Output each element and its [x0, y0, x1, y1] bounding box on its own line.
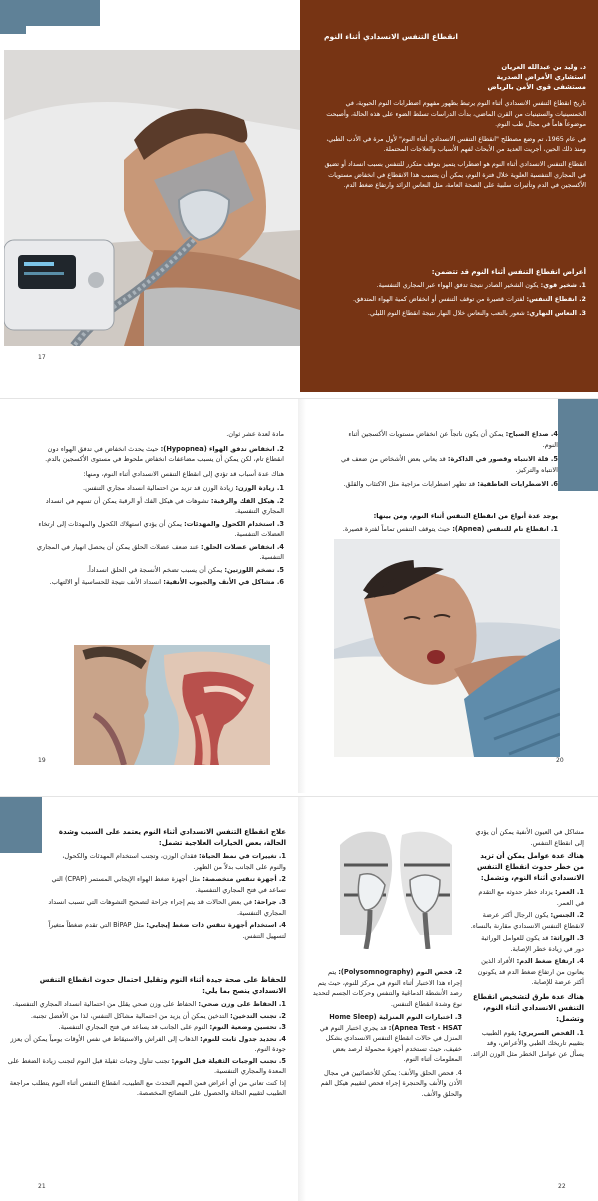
- cause-item: 3. استخدام الكحول والمهدئات: يمكن أن يؤدي استهلاك الكحول والمهدئات إلى ارتخاء العضلات التنفسية.: [38, 519, 284, 538]
- diagnosis-item: 4. فحص الحلق والأنف: يمكن للأخصائيين في مجال الأذن والأنف والحنجرة إجراء فحص لتقييم هيكل الفم والحلق والأنف.: [320, 1068, 462, 1098]
- cause-item: 6. مشاكل في الأنف والجيوب الأنفية: انسداد الأنف نتيجة للحساسية أو الالتهاب.: [49, 578, 284, 586]
- intro-paragraph-1: تاريخ انقطاع التنفس الانسدادي أثناء النوم يرتبط بظهور مفهوم اضطرابات النوم الحيوية، في الخمسينيات والستينيات من القرن الماضي، بدأت الدراسات تسلط الضوء على هذه الحالة، وأصبحت موضوعاً هاماً في مجال طب النوم.: [326, 99, 586, 129]
- risk-heading: هناك عدة عوامل يمكن أن تزيد من خطر حدوث انقطاع التنفس الانسدادي أثناء النوم، وتشمل:: [476, 852, 584, 882]
- page-19: [0, 399, 298, 793]
- risk-factors-column: [470, 827, 584, 1059]
- page-number: 20: [556, 757, 564, 764]
- advice-item: 2. تجنب التدخين: التدخين يمكن أن يزيد من احتمالية مشاكل التنفس، لذا من الأفضل تجنبه.: [30, 1011, 286, 1020]
- page-21: [0, 797, 298, 1201]
- advice-item: 1. الحفاظ على وزن صحي: الحفاظ على وزن صحي يقلل من احتمالية انسداد المجاري التنفسية.: [12, 1000, 286, 1008]
- cause-item: 1. زيادة الوزن: زيادة الوزن قد تزيد من احتمالية انسداد مجاري التنفس.: [83, 484, 284, 492]
- symptom-item: 5. قلة الانتباه وقصور في الذاكرة: قد يعاني بعض الأشخاص من ضعف في الانتباه والتركيز.: [341, 455, 558, 474]
- causes-text: [34, 429, 284, 588]
- risk-item: 1. العمر: يزداد خطر حدوثه مع التقدم في العمر.: [478, 888, 584, 907]
- types-heading: يوجد عدة أنواع من انقطاع التنفس أثناء النوم، ومن بينها:: [373, 512, 558, 520]
- advice-item: 5. تجنب الوجبات الثقيلة قبل النوم: تجنب تناول وجبات ثقيلة قبل النوم لتجنب زيادة الضغط على المعدة والمجاري التنفسية.: [7, 1056, 286, 1075]
- intro-paragraph-3: انقطاع التنفس الانسدادي أثناء النوم هو اضطراب يتميز بتوقف متكرر للتنفس بسبب انسداد أو تضيق في المجاري التنفسية العلوية خلال فترة النوم، يمكن أن يتسبب هذا الانقطاع في انخفاض مستويات الأكسجين في الدم وتأثيرات سلبية على الصحة العامة، مثل النعاس الزائد وارتفاع ضغط الدم.: [324, 159, 586, 190]
- cause-item: 4. انخفاض عضلات الحلق: عند ضعف عضلات الحلق يمكن أن يحصل انهيار في المجاري التنفسية.: [36, 542, 284, 561]
- author-role: استشاري الأمراض الصدرية: [496, 73, 586, 81]
- page-number: 17: [38, 354, 46, 361]
- advice-text: [6, 975, 286, 1099]
- types-text: [300, 511, 558, 534]
- symptom-item: 1. شخير قوي: يكون الشخير الصادر نتيجة تدفق الهواء عبر المجاري التنفسية.: [376, 281, 586, 289]
- advice-item: 4. تحديد جدول ثابت للنوم: الذهاب إلى الفراش والاستيقاظ في نفس الأوقات يومياً يمكن أن يعزز جودة النوم.: [10, 1034, 286, 1053]
- page-number: 21: [38, 1183, 46, 1190]
- symptoms-heading: أعراض انقطاع التنفس أثناء النوم قد تتضمن:: [431, 268, 586, 276]
- diagnosis-item: 2. فحص النوم (Polysomnography): يتم إجراء هذا الاختبار أثناء النوم في مركز للنوم، حيث يتم رصد الأنشطة الدماغية والتنفس وحركات الجسم لتحديد نوع وشدة انقطاع التنفس.: [312, 968, 462, 1008]
- type-item: 1. انقطاع تام للتنفس (Apnea): حيث يتوقف التنفس تماماً لفترة قصيرة.: [342, 524, 558, 533]
- airway-anatomy-image: [74, 645, 270, 765]
- paragraph: مشاكل في العيون الأنفية يمكن أن يؤدي إلى انقطاع التنفس.: [475, 828, 584, 847]
- spread-2: [0, 398, 598, 793]
- risk-item: 4. ارتفاع ضغط الدم: الأفراد الذين يعانون من ارتفاع ضغط الدم قد يكونون أكثر عرضة للإصابة.: [477, 957, 584, 986]
- cause-item: 2. هيكل الفك والرقبة: تشوهات في هيكل الفك أو الرقبة يمكن أن تسهم في انسداد المجاري التنفسية.: [45, 496, 284, 515]
- cpap-sleeping-man-image: [4, 50, 300, 346]
- intro-text: [316, 98, 586, 191]
- treatment-item: 2. أجهزة تنفس متخصصة: مثل أجهزة ضغط الهواء الإيجابي المستمر (CPAP) التي تساعد في فتح المجاري التنفسية.: [51, 875, 286, 894]
- diagnosis-heading: هناك عدة طرق لتشخيص انقطاع التنفس الانسدادي أثناء النوم، وتشمل:: [472, 992, 584, 1023]
- treatment-item: 3. جراحة: في بعض الحالات قد يتم إجراء جراحة لتصحيح التشوهات التي تسبب انسداد المجاري التنفسية.: [48, 898, 286, 917]
- risk-item: 3. الوراثة: قد يكون للعوامل الوراثية دور في زيادة خطر الإصابة.: [481, 934, 584, 953]
- paragraph: مادة لعدة عشر ثوان.: [226, 430, 284, 438]
- intro-paragraph-2: في عام 1965، تم وضع مصطلح "انقطاع التنفس الانسدادي أثناء النوم" لأول مرة في الأدب الطبي، ومنذ ذلك الحين، أجريت العديد من الأبحاث لفهم الأسباب والعلاجات المحتملة.: [326, 134, 586, 154]
- page-20: [300, 399, 598, 793]
- page-22: [300, 797, 598, 1201]
- page-18-brown: [300, 0, 598, 392]
- diagnosis-item: 3. اختبارات النوم المنزلية (Home Sleep Apnea Test - HSAT): قد يجري اختبار النوم في المنزل في حالات انقطاع التنفس الانسدادي بشكل خفيف، حيث تستخدم أجهزة محمولة لرصد بعض المعلومات أثناء النوم.: [319, 1013, 462, 1063]
- paragraph: هناك عدة أسباب قد تؤدي إلى انقطاع التنفس الانسدادي أثناء النوم، ومنها:: [83, 469, 284, 478]
- symptoms-continued: [338, 429, 558, 490]
- article-title: انقطاع التنفس الانسدادي أثناء النوم: [324, 32, 458, 41]
- treatment-item: 4. استخدام أجهزة تنفس ذات ضغط إيجابي: مثل BiPAP التي تقدم ضغطاً متغيراً لتسهيل التنفس.: [48, 921, 286, 940]
- advice-item: 3. تحسين وضعية النوم: النوم على الجانب قد يساعد في فتح المجاري التنفسية.: [58, 1023, 286, 1031]
- snoring-man-image: [334, 539, 560, 757]
- symptom-item: 2. انقطاع التنفس: لفترات قصيرة من توقف التنفس أو انخفاض كمية الهواء المتدفق.: [352, 295, 586, 303]
- cpap-masks-image: [330, 825, 462, 949]
- author-name: د. وليد بن عبدالله العريان: [501, 63, 586, 71]
- page-number: 22: [558, 1183, 566, 1190]
- diagnosis-item: 1. الفحص السريري: يقوم الطبيب بتقييم تاريخك الطبي والأعراض، وقد يسأل عن عوامل الخطر مثل الوزن الزائد.: [470, 1028, 584, 1058]
- symptom-item: 6. الاضطرابات العاطفية: قد تظهر اضطرابات مزاجية مثل الاكتئاب والقلق.: [343, 480, 558, 488]
- treatment-text: [46, 827, 286, 941]
- spread-1: [0, 0, 598, 392]
- risk-item: 2. الجنس: يكون الرجال أكثر عرضة لانقطاع التنفس الانسدادي مقارنة بالنساء.: [470, 911, 584, 930]
- treatment-item: 1. تغييرات في نمط الحياة: فقدان الوزن، وتجنب استخدام المهدئات والكحول، والنوم على الجانب بدلاً من الظهر.: [62, 852, 286, 871]
- paragraph: 2. انخفاض تدفق الهواء (Hypopnea): حيث يحدث انخفاض في تدفق الهواء دون انقطاع تام، لكن يمكن أن يسبب مضاعفات انخفاض ملحوظ في مستوى الأكسجين بالدم.: [45, 444, 284, 463]
- symptoms-list: [316, 280, 586, 319]
- page-17: [0, 0, 300, 392]
- treatment-heading: علاج انقطاع التنفس الانسدادي أثناء النوم يعتمد على السبب وشدة الحالة، بعض الخيارات العلاجية تشمل:: [58, 828, 286, 847]
- spread-3: [0, 796, 598, 1201]
- symptom-item: 4. صداع الصباح: يمكن أن يكون ناتجاً عن انخفاض مستويات الأكسجين أثناء النوم.: [348, 430, 558, 449]
- advice-heading: للحفاظ على صحة جيدة أثناء النوم وتقليل احتمال حدوث انقطاع التنفس الانسدادي ينصح بما يلي:: [39, 976, 286, 995]
- page-number: 19: [38, 757, 46, 764]
- author-hospital: مستشفى قوى الأمن بالرياض: [487, 83, 586, 91]
- author-block: [406, 62, 586, 92]
- advice-closing: إذا كنت تعاني من أي أعراض فمن المهم التحدث مع الطبيب، انقطاع التنفس أثناء النوم يتطلب مراجعة الطبيب لتقييم الحالة والحصول على النصائح المخصصة.: [9, 1078, 286, 1097]
- diagnosis-methods: [312, 967, 462, 1099]
- symptom-item: 3. النعاس النهاري: شعور بالتعب والنعاس خلال النهار نتيجة انقطاع النوم الليلي.: [367, 309, 586, 317]
- cause-item: 5. تضخم اللوزتين: يمكن أن يسبب تضخم الأنسجة في الحلق انسداداً.: [86, 565, 284, 574]
